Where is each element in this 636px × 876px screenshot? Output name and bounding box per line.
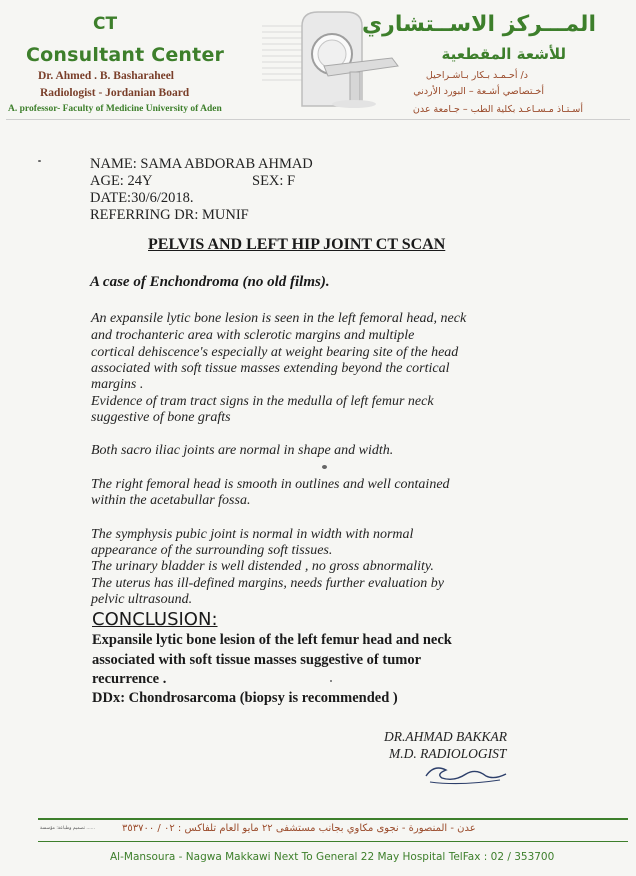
finding-line: The symphysis pubic joint is normal in width with normal: [91, 527, 414, 542]
header-arabic-specialist: أخـتصاصي أشـعة – البورد الأردني: [413, 86, 544, 97]
finding-line: within the acetabullar fossa.: [91, 493, 251, 508]
header-ct-label: CT: [93, 14, 118, 34]
patient-age: AGE: 24Y: [90, 173, 153, 189]
report-title: PELVIS AND LEFT HIP JOINT CT SCAN: [148, 236, 446, 253]
signatory-title: M.D. RADIOLOGIST: [389, 746, 507, 761]
header-arabic-title: المـــركز الاســتشاري: [362, 12, 596, 37]
header-professor: A. professor- Faculty of Medicine University of Aden: [8, 104, 222, 114]
scan-speck: [322, 465, 327, 469]
case-line: A case of Enchondroma (no old films).: [90, 274, 330, 290]
finding-line: associated with soft tissue masses extending beyond the cortical: [91, 361, 450, 376]
finding-line: The uterus has ill-defined margins, needs further evaluation by: [91, 576, 444, 591]
header-divider: [6, 119, 630, 120]
header-arabic-professor: أسـتـاذ مـسـاعـد بكلية الطب – جـامعة عدن: [412, 104, 583, 115]
finding-line: and trochanteric area with sclerotic margins and multiple: [91, 328, 415, 343]
finding-line: Evidence of tram tract signs in the medulla of left femur neck: [91, 394, 434, 409]
handwritten-signature: [420, 758, 510, 788]
header-arabic-subtitle: للأشعة المقطعية: [441, 45, 566, 63]
footer-print-credit: تصميم وطباعة: مؤسسة ......: [40, 826, 96, 831]
finding-line: appearance of the surrounding soft tissues.: [91, 543, 333, 558]
finding-line: Both sacro iliac joints are normal in shape and width.: [91, 443, 394, 458]
finding-line: An expansile lytic bone lesion is seen in the left femoral head, neck: [91, 311, 467, 326]
scan-speck: [38, 160, 41, 162]
center-name: Consultant Center: [26, 44, 225, 66]
finding-line: The urinary bladder is well distended , no gross abnormality.: [91, 559, 434, 574]
finding-line: suggestive of bone grafts: [91, 410, 231, 425]
conclusion-line: Expansile lytic bone lesion of the left femur head and neck: [92, 632, 452, 648]
patient-name: NAME: SAMA ABDORAB AHMAD: [90, 156, 313, 172]
footer-divider-bottom: [38, 841, 628, 842]
conclusion-line: DDx: Chondrosarcoma (biopsy is recommended ): [92, 690, 398, 706]
patient-sex: SEX: F: [252, 173, 296, 189]
finding-line: cortical dehiscence's especially at weight bearing site of the head: [91, 345, 459, 360]
finding-line: margins .: [91, 377, 144, 392]
conclusion-line: recurrence .: [92, 671, 167, 687]
header-arabic-doctor: د/ أحـمـد بـكار بـاشـراحيل: [425, 70, 528, 81]
scan-speck: [330, 680, 332, 682]
conclusion-heading: CONCLUSION:: [92, 609, 218, 630]
referring-doctor: REFERRING DR: MUNIF: [90, 207, 249, 223]
header-doctor: Dr. Ahmed . B. Basharaheel: [38, 70, 174, 82]
exam-date: DATE:30/6/2018.: [90, 190, 194, 206]
header-board: Radiologist - Jordanian Board: [40, 87, 190, 99]
footer-divider-top: [38, 818, 628, 820]
footer-english-address: Al-Mansoura - Nagwa Makkawi Next To General 22 May Hospital TelFax : 02 / 353700: [110, 851, 555, 863]
finding-line: The right femoral head is smooth in outlines and well contained: [91, 477, 450, 492]
conclusion-line: associated with soft tissue masses suggestive of tumor: [92, 652, 422, 668]
footer-arabic-address: عدن - المنصورة - نجوى مكاوي بجانب مستشفى ٢٢ مايو العام تلفاكس : ٠٢ / ٣٥٣٧٠٠: [122, 823, 476, 834]
finding-line: pelvic ultrasound.: [91, 592, 193, 607]
signatory-name: DR.AHMAD BAKKAR: [384, 729, 507, 744]
